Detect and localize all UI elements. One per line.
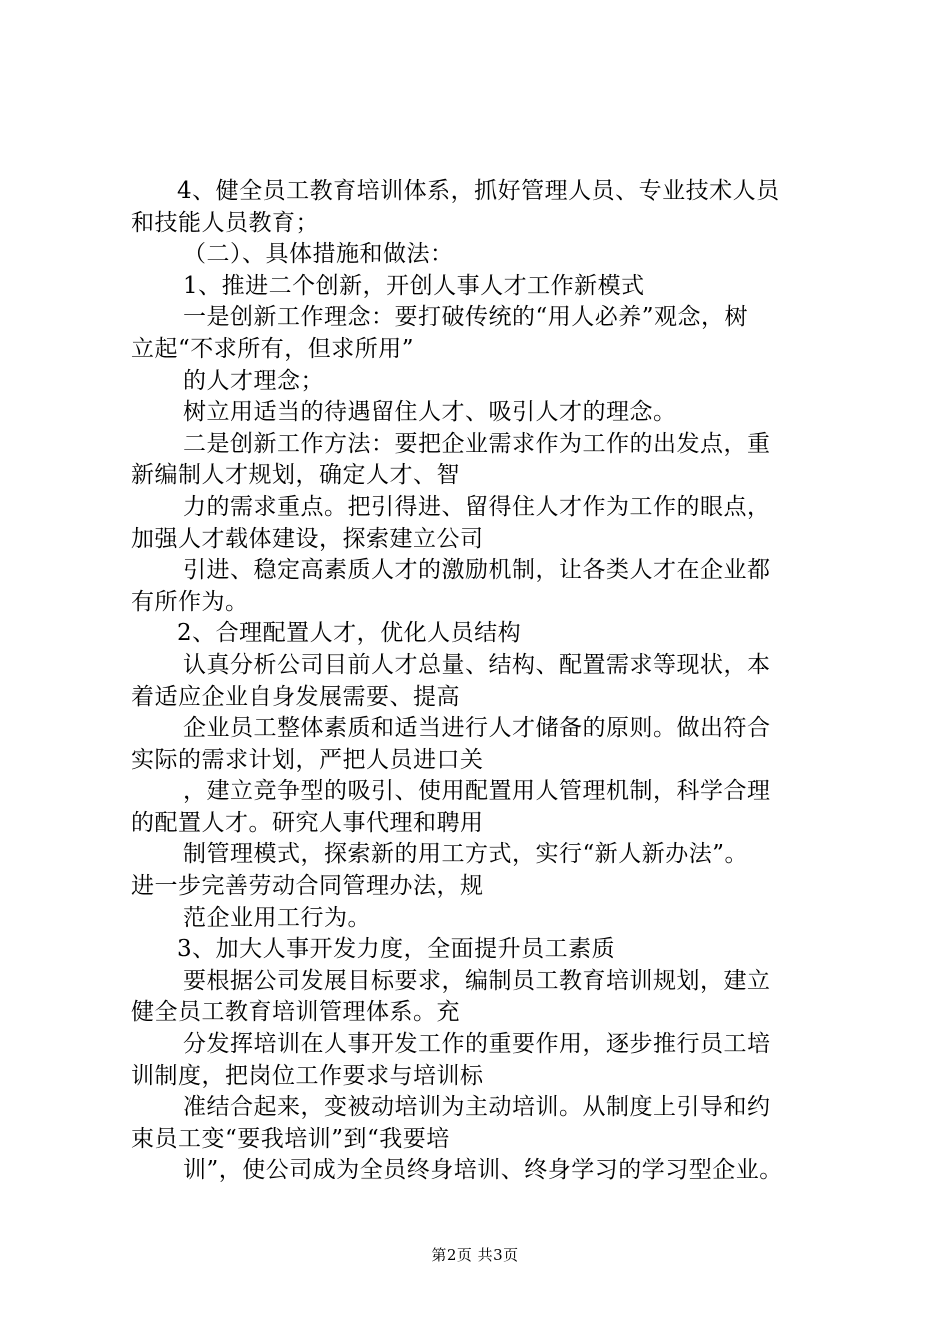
text-line: 和技能人员教育； <box>131 209 319 236</box>
text-line: 立起“不求所有，但求所用” <box>131 335 415 362</box>
text-line: 认真分析公司目前人才总量、结构、配置需求等现状，本 <box>183 651 771 678</box>
text-line: 训制度，把岗位工作要求与培训标 <box>131 1062 484 1089</box>
text-line: 新编制人才规划，确定人才、智 <box>131 462 460 489</box>
text-line: 进一步完善劳动合同管理办法，规 <box>131 873 484 900</box>
text-line: 的配置人才。研究人事代理和聘用 <box>131 809 484 836</box>
text-line: 束员工变“要我培训”到“我要培 <box>131 1125 450 1152</box>
text-line: 力的需求重点。把引得进、留得住人才作为工作的眼点， <box>183 493 771 520</box>
text-line: 着适应企业自身发展需要、提高 <box>131 683 460 710</box>
text-line: 二是创新工作方法：要把企业需求作为工作的出发点，重 <box>183 430 771 457</box>
text-line: 训”，使公司成为全员终身培训、终身学习的学习型企业。 <box>183 1157 783 1184</box>
text-line: 3、加大人事开发力度，全面提升员工素质 <box>177 936 616 963</box>
text-line: 制管理模式，探索新的用工方式，实行“新人新办法”。 <box>183 841 749 868</box>
text-line: ，建立竞争型的吸引、使用配置用人管理机制，科学合理 <box>183 778 771 805</box>
document-body <box>131 176 831 1187</box>
text-line: 树立用适当的待遇留住人才、吸引人才的理念。 <box>183 399 677 426</box>
text-line: 4、健全员工教育培训体系，抓好管理人员、专业技术人员 <box>177 178 780 204</box>
text-line: 1、推进二个创新，开创人事人才工作新模式 <box>183 272 645 299</box>
text-line: 要根据公司发展目标要求，编制员工教育培训规划，建立 <box>183 967 771 994</box>
text-line: 引进、稳定高素质人才的激励机制，让各类人才在企业都 <box>183 557 771 584</box>
text-line: 准结合起来，变被动培训为主动培训。从制度上引导和约 <box>183 1094 771 1121</box>
text-line: 一是创新工作理念：要打破传统的“用人必养”观念，树 <box>183 304 749 331</box>
page-number-footer: 第2页 共3页 <box>431 1246 519 1264</box>
text-line: 分发挥培训在人事开发工作的重要作用，逐步推行员工培 <box>183 1031 771 1058</box>
text-line: （二）、具体措施和做法： <box>183 241 454 268</box>
text-line: 企业员工整体素质和适当进行人才储备的原则。做出符合 <box>183 715 771 742</box>
text-line: 加强人才载体建设，探索建立公司 <box>131 525 484 552</box>
text-line: 健全员工教育培训管理体系。充 <box>131 999 460 1026</box>
text-line: 范企业用工行为。 <box>183 904 371 931</box>
text-line: 2、合理配置人才，优化人员结构 <box>177 620 522 647</box>
text-line: 的人才理念； <box>183 367 324 394</box>
text-line: 有所作为。 <box>131 588 249 615</box>
text-line: 实际的需求计划，严把人员进口关 <box>131 746 484 773</box>
